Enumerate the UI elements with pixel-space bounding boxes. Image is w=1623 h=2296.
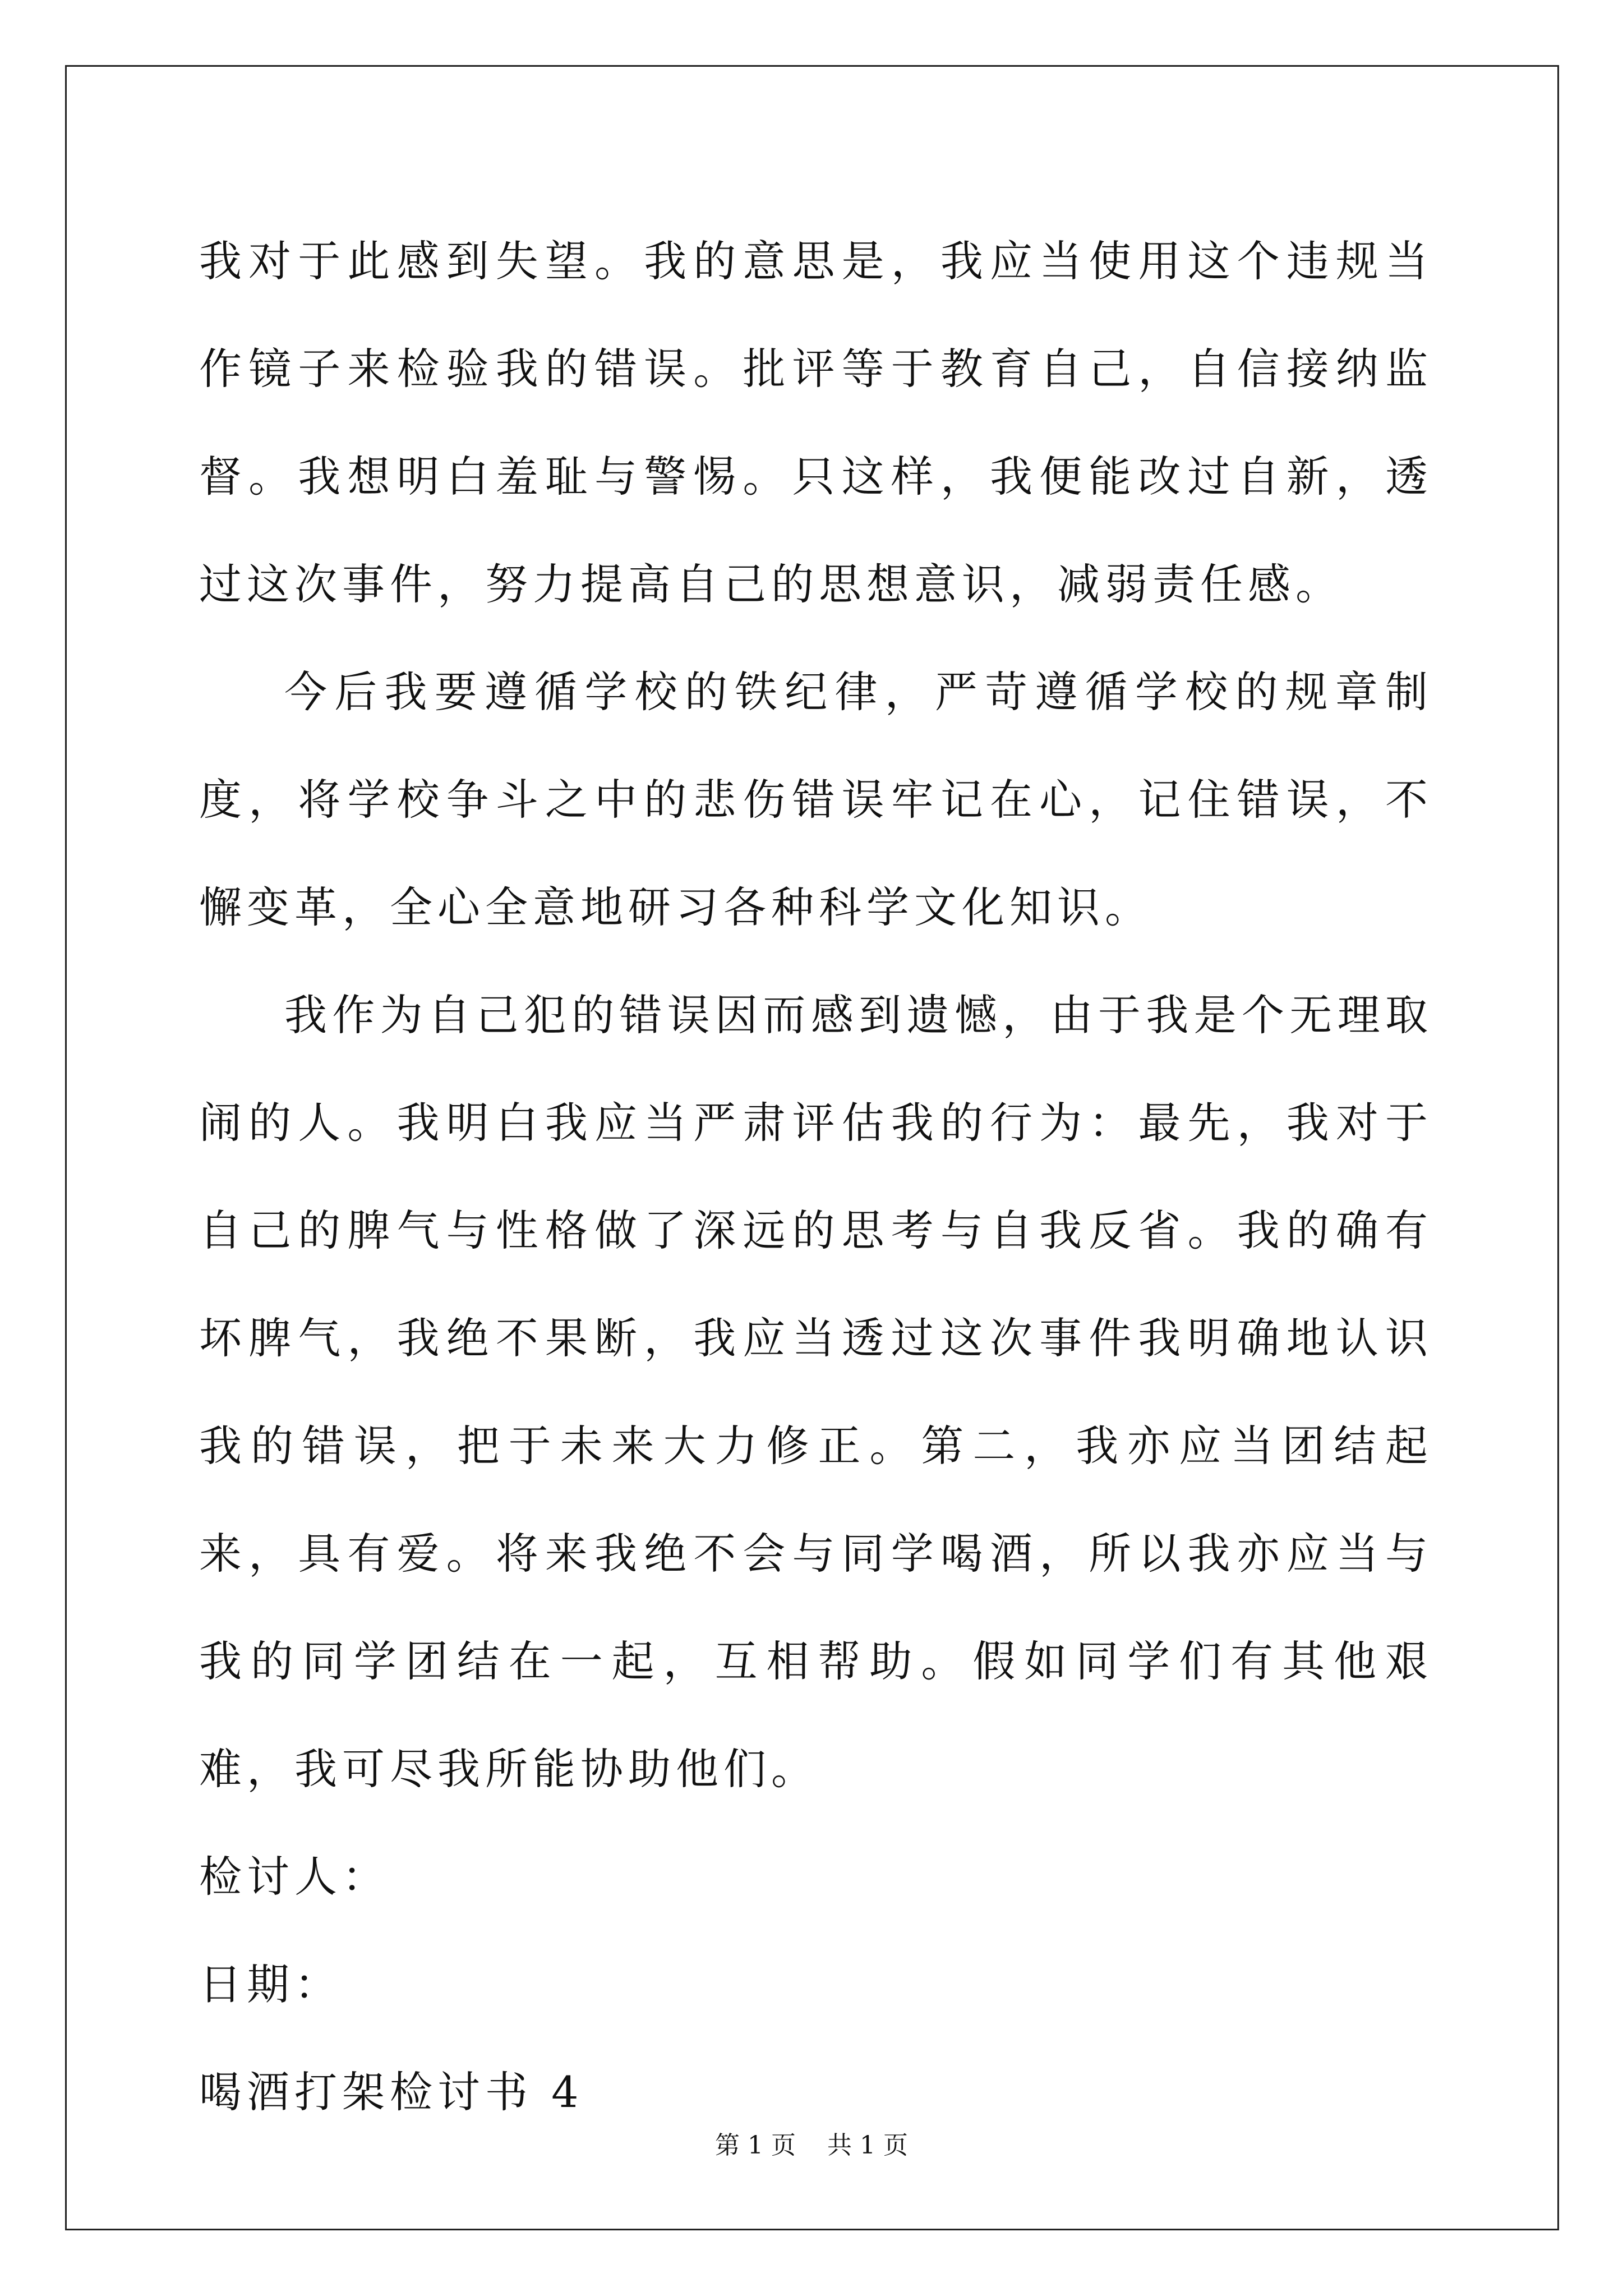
- document-body: [199, 208, 1433, 2146]
- paragraph-1: 我对于此感到失望。我的意思是，我应当使用这个违规当作镜子来检验我的错误。批评等于教育自己，自信接纳监督。我想明白羞耻与警惕。只这样，我便能改过自新，透过这次事件，努力提高自己的思想意识，减弱责任感。: [199, 236, 1433, 609]
- signer-label: 检讨人：: [199, 1852, 390, 1902]
- page-count: 共 1 页: [827, 2131, 908, 2160]
- paragraph-2: 今后我要遵循学校的铁纪律，严苛遵循学校的规章制度，将学校争斗之中的悲伤错误牢记在心，记住错误，不懈变革，全心全意地研习各种科学文化知识。: [199, 667, 1433, 932]
- date-label: 日期：: [199, 1959, 342, 2009]
- page-number: 第 1 页: [715, 2131, 796, 2160]
- page-footer: [0, 2129, 1623, 2162]
- next-section-title: 喝酒打架检讨书 4: [199, 2067, 584, 2117]
- paragraph-3: 我作为自己犯的错误因而感到遗憾，由于我是个无理取闹的人。我明白我应当严肃评估我的行为：最先，我对于自己的脾气与性格做了深远的思考与自我反省。我的确有坏脾气，我绝不果断，我应当透过这次事件我明确地认识我的错误，把于未来大力修正。第二，我亦应当团结起来，具有爱。将来我绝不会与同学喝酒，所以我亦应当与我的同学团结在一起，互相帮助。假如同学们有其他艰难，我可尽我所能协助他们。: [199, 990, 1433, 1794]
